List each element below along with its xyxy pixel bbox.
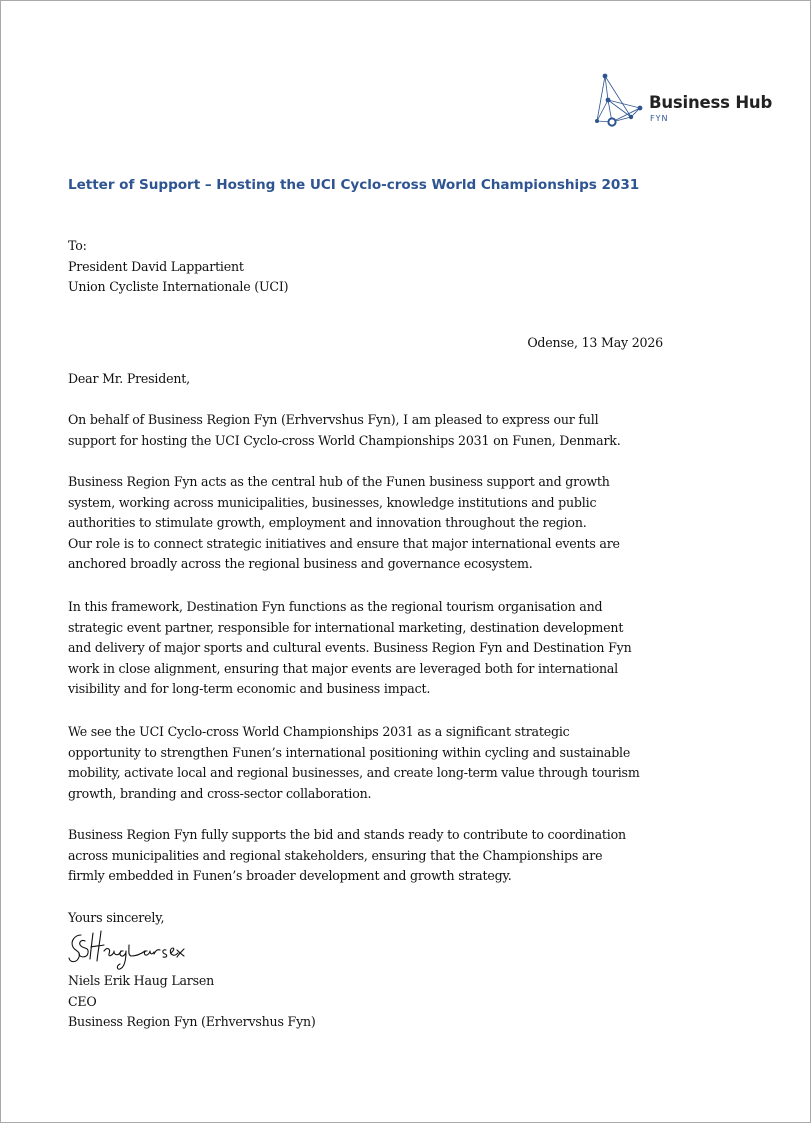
paragraph-line: Business Region Fyn fully supports the bid and stands ready to contribute to coordination [68,827,626,842]
letter-date: Odense, 13 May 2026 [527,335,663,350]
signer-block [68,971,708,1033]
paragraph-line: across municipalities and regional stakeholders, ensuring that the Championships are [68,847,603,863]
recipient-name: President David Lappartient [68,258,244,274]
signer-name: Niels Erik Haug Larsen [68,973,215,988]
paragraph-line: firmly embedded in Funen’s broader development and growth strategy. [68,868,512,884]
paragraph-line: Business Region Fyn acts as the central hub of the Funen business support and growth [68,474,610,489]
paragraph-4 [68,722,708,804]
logo-name: Business Hub [649,93,773,112]
paragraph-line: and delivery of major sports and cultural events. Business Region Fyn and Destination Fyn [68,640,632,656]
paragraph-1 [68,410,708,451]
paragraph-line: anchored broadly across the regional business and governance ecosystem. [68,556,533,572]
salutation-text: Dear Mr. President, [68,371,190,386]
paragraph-3 [68,597,708,700]
handwritten-signature [67,927,187,973]
business-hub-logo [591,71,781,131]
signer-role: CEO [68,993,97,1009]
paragraph-line: system, working across municipalities, businesses, knowledge institutions and public [68,494,597,510]
paragraph-line: In this framework, Destination Fyn functions as the regional tourism organisation and [68,599,603,614]
recipient-organisation: Union Cycliste Internationale (UCI) [68,279,289,295]
paragraph-line: opportunity to strengthen Funen’s international positioning within cycling and sustainable [68,744,631,760]
recipient-label: To: [68,238,87,253]
paragraph-line: authorities to stimulate growth, employment and innovation throughout the region. [68,515,587,531]
paragraph-line: Our role is to connect strategic initiatives and ensure that major international events are [68,535,620,551]
letter-title: Letter of Support – Hosting the UCI Cyclo-cross World Championships 2031 [68,177,640,193]
paragraph-line: strategic event partner, responsible for international marketing, destination development [68,619,624,635]
closing-text: Yours sincerely, [68,910,165,925]
network-nodes-icon [591,71,647,131]
paragraph-line: growth, branding and cross-sector collaboration. [68,785,372,801]
signer-organisation: Business Region Fyn (Erhvervshus Fyn) [68,1014,316,1030]
paragraph-line: mobility, activate local and regional businesses, and create long-term value through tourism [68,765,640,781]
paragraph-5 [68,825,708,887]
paragraph-line: visibility and for long-term economic and business impact. [68,681,431,697]
recipient-block [68,236,708,298]
paragraph-line: support for hosting the UCI Cyclo-cross World Championships 2031 on Funen, Denmark. [68,432,621,448]
salutation [68,369,708,390]
closing [68,908,708,929]
paragraph-line: We see the UCI Cyclo-cross World Championships 2031 as a significant strategic [68,724,570,739]
paragraph-2 [68,472,708,575]
paragraph-line: work in close alignment, ensuring that major events are leveraged both for international [68,660,619,676]
paragraph-line: On behalf of Business Region Fyn (Erhvervshus Fyn), I am pleased to express our full [68,412,599,427]
logo-subtitle: FYN [650,114,669,123]
